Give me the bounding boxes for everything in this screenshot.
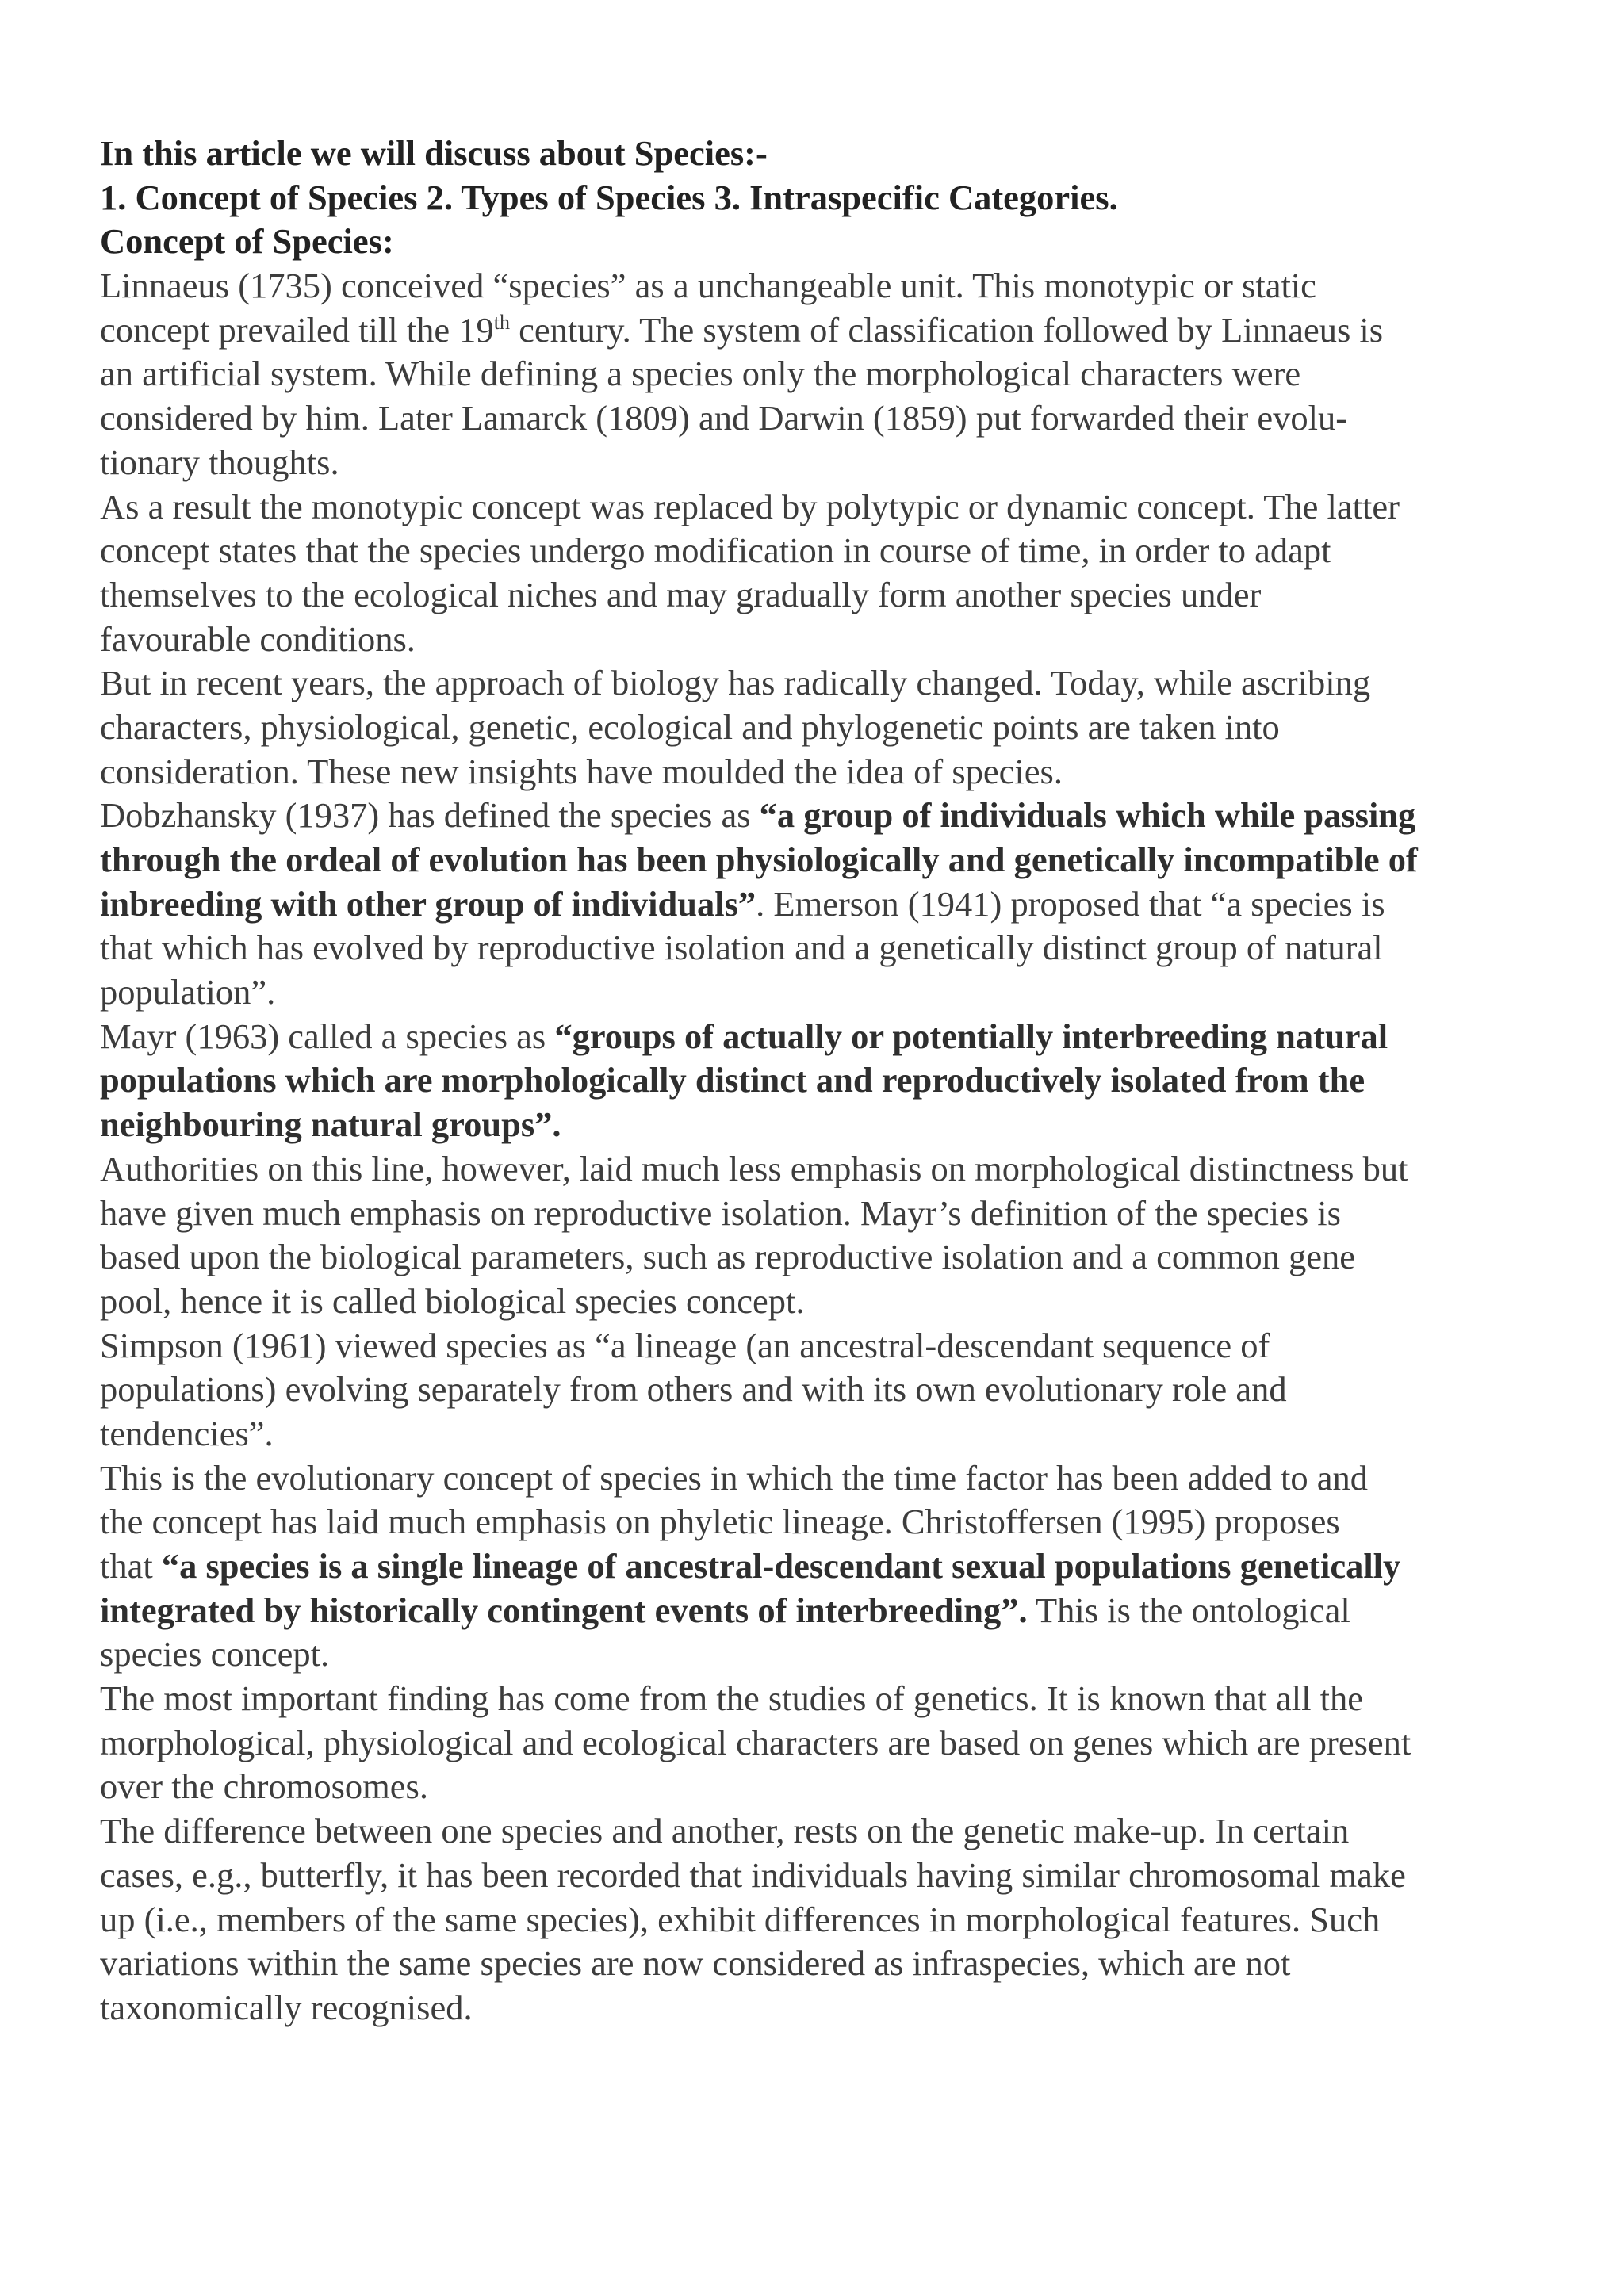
paragraph-infraspecies [100, 1809, 1527, 2030]
bold-quote: “a species is a single lineage of ancestral-descendant sexual populations genetically [161, 1546, 1401, 1586]
text-line: As a result the monotypic concept was replaced by polytypic or dynamic concept. The latter [100, 486, 1400, 526]
bold-quote: through the ordeal of evolution has been physiologically and genetically incompatible of [100, 840, 1418, 879]
text-line: tendencies”. [100, 1413, 274, 1453]
paragraph-genetics [100, 1677, 1527, 1809]
bold-quote: neighbouring natural groups”. [100, 1104, 561, 1145]
text-line: taxonomically recognised. [100, 1987, 473, 2027]
text-line [100, 308, 1527, 353]
text-line [100, 882, 1527, 927]
text-run: that [100, 1546, 162, 1586]
bold-quote: integrated by historically contingent events of interbreeding”. [100, 1590, 1028, 1630]
text-line [100, 1544, 1527, 1589]
document-page [100, 132, 1527, 2030]
text-line: over the chromosomes. [100, 1766, 428, 1807]
section-heading: Concept of Species: [100, 221, 394, 262]
paragraph-simpson [100, 1324, 1527, 1456]
text-run: Dobzhansky (1937) has defined the species as [100, 795, 760, 836]
paragraph-authorities [100, 1147, 1527, 1324]
text-run: This is the ontological [1027, 1590, 1350, 1630]
text-line: concept states that the species undergo modification in course of time, in order to adapt [100, 530, 1331, 571]
text-line [100, 1589, 1527, 1633]
text-line [100, 1015, 1527, 1059]
text-line: tionary thoughts. [100, 442, 339, 482]
text-line: pool, hence it is called biological species concept. [100, 1280, 805, 1321]
text-line: consideration. These new insights have moulded the idea of species. [100, 751, 1063, 791]
paragraph-polytypic [100, 485, 1527, 662]
text-line: based upon the biological parameters, such as reproductive isolation and a common gene [100, 1237, 1355, 1277]
text-line [100, 794, 1527, 838]
text-line: The difference between one species and another, rests on the genetic make-up. In certain [100, 1811, 1350, 1851]
text-line: Linnaeus (1735) conceived “species” as a unchangeable unit. This monotypic or static [100, 266, 1316, 306]
text-line: have given much emphasis on reproductive isolation. Mayr’s definition of the species is [100, 1192, 1341, 1233]
text-run: . Emerson (1941) proposed that “a species is [756, 883, 1385, 924]
text-line: species concept. [100, 1634, 330, 1674]
text-line: cases, e.g., butterfly, it has been recorded that individuals having similar chromosomal make [100, 1854, 1406, 1895]
text-line: up (i.e., members of the same species), exhibit differences in morphological features. Such [100, 1899, 1381, 1939]
paragraph-dobzhansky [100, 794, 1527, 1014]
text-line: an artificial system. While defining a species only the morphological characters were [100, 354, 1301, 394]
bold-quote: inbreeding with other group of individuals” [100, 883, 756, 924]
paragraph-linnaeus [100, 264, 1527, 484]
bold-quote: “groups of actually or potentially interbreeding natural [554, 1016, 1388, 1056]
bold-quote: “a group of individuals which while passing [759, 795, 1416, 836]
text-line: But in recent years, the approach of biology has radically changed. Today, while ascribing [100, 663, 1371, 703]
paragraph-recent-years [100, 661, 1527, 794]
contents-line: 1. Concept of Species 2. Types of Species 3. Intraspecific Categories. [100, 177, 1118, 217]
text-line: populations) evolving separately from others and with its own evolutionary role and [100, 1369, 1287, 1410]
bold-quote: populations which are morphologically distinct and reproductively isolated from the [100, 1060, 1365, 1100]
paragraph-evolutionary [100, 1456, 1527, 1677]
text-run: concept prevailed till the 19 [100, 309, 494, 350]
text-line: morphological, physiological and ecological characters are based on genes which are present [100, 1722, 1411, 1762]
text-line: considered by him. Later Lamarck (1809) and Darwin (1859) put forwarded their evolu- [100, 398, 1348, 438]
text-line: favourable conditions. [100, 618, 416, 659]
text-line: variations within the same species are now considered as infraspecies, which are not [100, 1943, 1291, 1984]
text-line: This is the evolutionary concept of species in which the time factor has been added to and [100, 1457, 1369, 1498]
intro-line: In this article we will discuss about Species:- [100, 133, 768, 173]
text-line: The most important finding has come from the studies of genetics. It is known that all the [100, 1678, 1364, 1719]
text-run: Mayr (1963) called a species as [100, 1016, 555, 1056]
text-line: that which has evolved by reproductive isolation and a genetically distinct group of natural [100, 928, 1383, 968]
text-line: characters, physiological, genetic, ecological and phylogenetic points are taken into [100, 706, 1280, 747]
paragraph-mayr [100, 1015, 1527, 1147]
text-line: themselves to the ecological niches and may gradually form another species under [100, 574, 1262, 614]
text-run: century. The system of classification followed by Linnaeus is [509, 309, 1384, 350]
text-line: Authorities on this line, however, laid much less emphasis on morphological distinctness but [100, 1148, 1408, 1188]
text-line: Simpson (1961) viewed species as “a lineage (an ancestral-descendant sequence of [100, 1325, 1270, 1365]
text-line: the concept has laid much emphasis on phyletic lineage. Christoffersen (1995) proposes [100, 1502, 1340, 1542]
text-line: population”. [100, 972, 276, 1012]
superscript: th [493, 310, 510, 334]
